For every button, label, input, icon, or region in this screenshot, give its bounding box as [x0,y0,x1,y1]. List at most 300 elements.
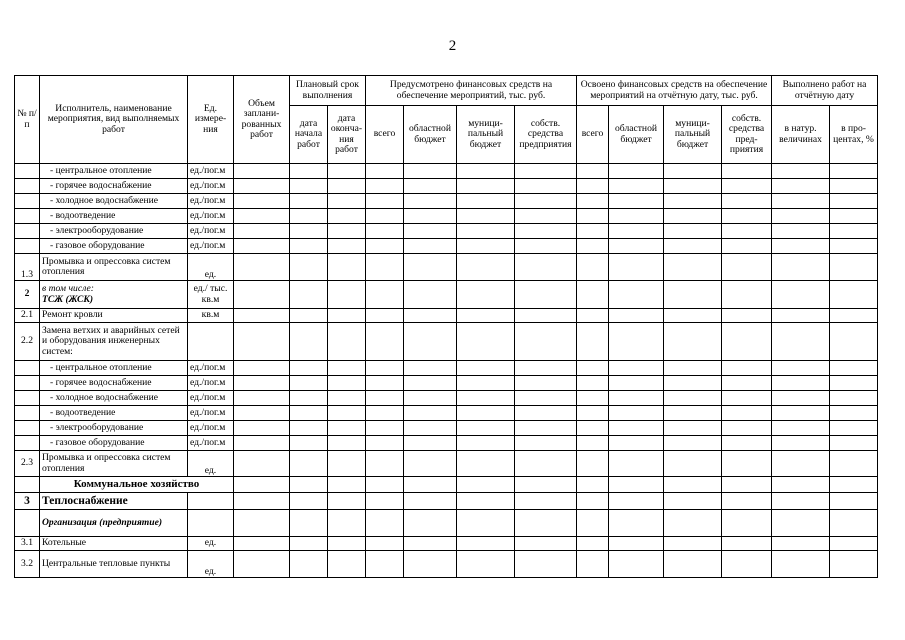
row-unit: ед./ тыс. кв.м [188,281,234,309]
row-unit: ед. [188,254,234,281]
empty-cell [404,323,457,361]
empty-cell [609,179,664,194]
row-unit: ед./пог.м [188,194,234,209]
empty-cell [577,551,609,578]
empty-cell [515,421,577,436]
empty-cell [722,510,772,537]
row-unit: ед./пог.м [188,239,234,254]
empty-cell [234,376,290,391]
header-total-2: всего [577,106,609,164]
empty-cell [772,436,830,451]
empty-cell [830,309,878,323]
empty-cell [772,477,830,493]
empty-cell [722,239,772,254]
empty-cell [722,537,772,551]
empty-cell [457,254,515,281]
row-num [15,194,40,209]
header-percent: в про-центах, % [830,106,878,164]
empty-cell [609,477,664,493]
empty-cell [772,209,830,224]
empty-cell [722,224,772,239]
table-row [15,391,878,406]
empty-cell [290,254,328,281]
row-name: - горячее водоснабжение [40,376,188,391]
empty-cell [577,391,609,406]
header-regional-budget: областной бюджет [404,106,457,164]
row-num [15,510,40,537]
row-unit: ед./пог.м [188,209,234,224]
empty-cell [234,451,290,477]
row-name: - центральное отопление [40,164,188,179]
empty-cell [722,179,772,194]
row-unit [188,510,234,537]
empty-cell [234,421,290,436]
empty-cell [328,391,366,406]
empty-cell [664,179,722,194]
empty-cell [366,224,404,239]
empty-cell [664,391,722,406]
plan-table [14,75,878,578]
table-row [15,406,878,421]
row-num [15,179,40,194]
empty-cell [515,436,577,451]
table-row [15,436,878,451]
header-executor: Исполнитель, наименование мероприятия, вид выполняемых работ [40,76,188,164]
empty-cell [830,421,878,436]
row-unit: ед./пог.м [188,391,234,406]
empty-cell [234,477,290,493]
empty-cell [366,391,404,406]
empty-cell [328,436,366,451]
header-work-done: Выполнено работ на отчётную дату [772,76,878,106]
empty-cell [664,224,722,239]
empty-cell [366,451,404,477]
empty-cell [515,376,577,391]
empty-cell [830,254,878,281]
row-num: 3.1 [15,537,40,551]
empty-cell [290,164,328,179]
row-num [15,224,40,239]
empty-cell [609,551,664,578]
empty-cell [515,391,577,406]
empty-cell [234,239,290,254]
row-name-line1: в том числе: [42,283,94,295]
page-number: 2 [448,38,457,54]
empty-cell [772,537,830,551]
empty-cell [457,551,515,578]
empty-cell [366,537,404,551]
empty-cell [772,361,830,376]
empty-cell [609,164,664,179]
row-num [15,436,40,451]
section-title: Коммунальное хозяйство [40,477,234,493]
empty-cell [722,376,772,391]
empty-cell [328,209,366,224]
empty-cell [457,421,515,436]
empty-cell [830,281,878,309]
empty-cell [664,164,722,179]
empty-cell [515,179,577,194]
empty-cell [664,477,722,493]
empty-cell [772,281,830,309]
empty-cell [457,239,515,254]
empty-cell [830,477,878,493]
empty-cell [515,537,577,551]
empty-cell [577,406,609,421]
empty-cell [328,164,366,179]
row-name: - центральное отопление [40,361,188,376]
empty-cell [15,477,40,493]
empty-cell [366,436,404,451]
table-row [15,209,878,224]
empty-cell [609,493,664,510]
empty-cell [290,537,328,551]
empty-cell [830,451,878,477]
empty-cell [772,510,830,537]
empty-cell [609,309,664,323]
empty-cell [234,164,290,179]
empty-cell [577,281,609,309]
empty-cell [515,493,577,510]
empty-cell [577,493,609,510]
empty-cell [772,323,830,361]
table-row [15,254,878,281]
empty-cell [290,477,328,493]
table-row [15,194,878,209]
empty-cell [457,361,515,376]
empty-cell [722,361,772,376]
empty-cell [830,391,878,406]
table-row [15,510,878,537]
row-unit: ед. [188,451,234,477]
empty-cell [290,281,328,309]
row-unit: ед./пог.м [188,376,234,391]
empty-cell [577,477,609,493]
table-row [15,451,878,477]
empty-cell [609,194,664,209]
empty-cell [577,421,609,436]
empty-cell [577,376,609,391]
row-name: - электрооборудование [40,421,188,436]
empty-cell [366,309,404,323]
empty-cell [328,309,366,323]
empty-cell [457,537,515,551]
empty-cell [234,406,290,421]
header-own-funds-2: собств. средства пред-приятия [722,106,772,164]
empty-cell [290,239,328,254]
empty-cell [830,209,878,224]
row-num [15,376,40,391]
empty-cell [328,406,366,421]
header-mastered-funds: Освоено финансовых средств на обеспечение мероприятий на отчётную дату, тыс. руб. [577,76,772,106]
empty-cell [664,361,722,376]
empty-cell [664,436,722,451]
empty-cell [404,361,457,376]
header-num: № п/п [15,76,40,164]
row-unit: кв.м [188,309,234,323]
empty-cell [577,323,609,361]
empty-cell [609,421,664,436]
empty-cell [772,376,830,391]
empty-cell [328,537,366,551]
row-num [15,421,40,436]
empty-cell [664,194,722,209]
empty-cell [830,361,878,376]
empty-cell [664,209,722,224]
row-name: - водоотведение [40,209,188,224]
empty-cell [722,309,772,323]
empty-cell [366,323,404,361]
empty-cell [609,209,664,224]
empty-cell [515,194,577,209]
empty-cell [664,309,722,323]
empty-cell [366,239,404,254]
row-unit: ед./пог.м [188,361,234,376]
empty-cell [328,239,366,254]
empty-cell [328,551,366,578]
empty-cell [234,537,290,551]
empty-cell [722,436,772,451]
empty-cell [328,477,366,493]
row-name: - холодное водоснабжение [40,194,188,209]
row-unit: ед./пог.м [188,179,234,194]
empty-cell [234,391,290,406]
empty-cell [234,493,290,510]
empty-cell [577,436,609,451]
empty-cell [577,361,609,376]
empty-cell [457,194,515,209]
row-unit [188,323,234,361]
empty-cell [457,164,515,179]
empty-cell [457,281,515,309]
empty-cell [366,406,404,421]
empty-cell [609,510,664,537]
empty-cell [772,239,830,254]
empty-cell [404,309,457,323]
row-name: Промывка и опрессовка систем отопления [40,254,188,281]
empty-cell [290,436,328,451]
row-unit: ед./пог.м [188,164,234,179]
empty-cell [830,493,878,510]
row-num [15,391,40,406]
row-unit: ед./пог.м [188,224,234,239]
empty-cell [515,209,577,224]
empty-cell [722,194,772,209]
empty-cell [328,194,366,209]
table-row [15,361,878,376]
empty-cell [404,281,457,309]
empty-cell [457,391,515,406]
empty-cell [328,224,366,239]
row-name: - газовое оборудование [40,436,188,451]
row-unit: ед./пог.м [188,421,234,436]
empty-cell [722,421,772,436]
empty-cell [664,451,722,477]
empty-cell [457,179,515,194]
empty-cell [609,361,664,376]
empty-cell [577,309,609,323]
header-regional-budget-2: областной бюджет [609,106,664,164]
empty-cell [515,309,577,323]
empty-cell [290,493,328,510]
empty-cell [515,361,577,376]
header-municipal-budget-2: муници-пальный бюджет [664,106,722,164]
empty-cell [328,421,366,436]
header-volume: Объем заплани-рованных работ [234,76,290,164]
empty-cell [404,376,457,391]
row-num: 1.3 [15,254,40,281]
row-num: 2 [15,281,40,309]
empty-cell [772,164,830,179]
empty-cell [290,194,328,209]
row-name: Ремонт кровли [40,309,188,323]
empty-cell [366,179,404,194]
empty-cell [515,254,577,281]
empty-cell [830,551,878,578]
empty-cell [577,510,609,537]
empty-cell [515,239,577,254]
empty-cell [722,406,772,421]
table-row [15,164,878,179]
empty-cell [366,281,404,309]
empty-cell [722,281,772,309]
empty-cell [772,224,830,239]
header-plan-term: Плановый срок выполнения [290,76,366,106]
empty-cell [234,361,290,376]
empty-cell [234,281,290,309]
empty-cell [366,376,404,391]
header-planned-funds: Предусмотрено финансовых средств на обеспечение мероприятий, тыс. руб. [366,76,577,106]
row-num: 2.1 [15,309,40,323]
empty-cell [457,436,515,451]
empty-cell [328,254,366,281]
empty-cell [609,406,664,421]
row-num [15,406,40,421]
row-num [15,239,40,254]
empty-cell [664,537,722,551]
empty-cell [290,361,328,376]
empty-cell [830,406,878,421]
empty-cell [664,376,722,391]
header-own-funds: собств. средства предприятия [515,106,577,164]
empty-cell [515,164,577,179]
empty-cell [577,451,609,477]
header-unit: Ед. измере-ния [188,76,234,164]
table-row [15,224,878,239]
empty-cell [609,451,664,477]
empty-cell [366,164,404,179]
row-unit: ед./пог.м [188,406,234,421]
empty-cell [234,323,290,361]
row-name: Центральные тепловые пункты [40,551,188,578]
empty-cell [515,477,577,493]
empty-cell [290,391,328,406]
empty-cell [830,224,878,239]
empty-cell [404,477,457,493]
empty-cell [328,323,366,361]
empty-cell [515,323,577,361]
section-row [15,477,878,493]
header-date-end: дата оконча-ния работ [328,106,366,164]
empty-cell [404,239,457,254]
empty-cell [366,361,404,376]
table-row [15,281,878,309]
empty-cell [290,224,328,239]
empty-cell [234,436,290,451]
empty-cell [234,194,290,209]
empty-cell [577,194,609,209]
empty-cell [366,510,404,537]
empty-cell [234,224,290,239]
empty-cell [404,537,457,551]
row-unit [188,493,234,510]
empty-cell [772,309,830,323]
empty-cell [722,164,772,179]
empty-cell [772,391,830,406]
empty-cell [609,436,664,451]
empty-cell [404,510,457,537]
empty-cell [457,309,515,323]
empty-cell [404,209,457,224]
row-name: Теплоснабжение [40,493,188,510]
empty-cell [234,179,290,194]
empty-cell [515,224,577,239]
empty-cell [290,309,328,323]
empty-cell [722,477,772,493]
row-num: 3.2 [15,551,40,578]
empty-cell [457,451,515,477]
empty-cell [404,436,457,451]
empty-cell [830,376,878,391]
header-total: всего [366,106,404,164]
empty-cell [830,436,878,451]
empty-cell [366,194,404,209]
row-name-line2: ТСЖ (ЖСК) [42,293,94,305]
table-row [15,239,878,254]
empty-cell [772,451,830,477]
empty-cell [577,537,609,551]
empty-cell [772,254,830,281]
row-num [15,164,40,179]
empty-cell [234,551,290,578]
empty-cell [515,510,577,537]
empty-cell [290,510,328,537]
empty-cell [404,551,457,578]
empty-cell [457,477,515,493]
empty-cell [577,224,609,239]
empty-cell [830,164,878,179]
empty-cell [830,179,878,194]
empty-cell [577,239,609,254]
empty-cell [404,254,457,281]
empty-cell [366,254,404,281]
empty-cell [366,493,404,510]
empty-cell [609,376,664,391]
empty-cell [609,537,664,551]
row-name: Организация (предприятие) [40,510,188,537]
row-unit: ед. [188,551,234,578]
empty-cell [722,451,772,477]
header-natural: в натур. величинах [772,106,830,164]
empty-cell [328,451,366,477]
empty-cell [664,421,722,436]
empty-cell [609,281,664,309]
empty-cell [664,239,722,254]
empty-cell [772,194,830,209]
empty-cell [328,281,366,309]
empty-cell [577,179,609,194]
empty-cell [366,477,404,493]
